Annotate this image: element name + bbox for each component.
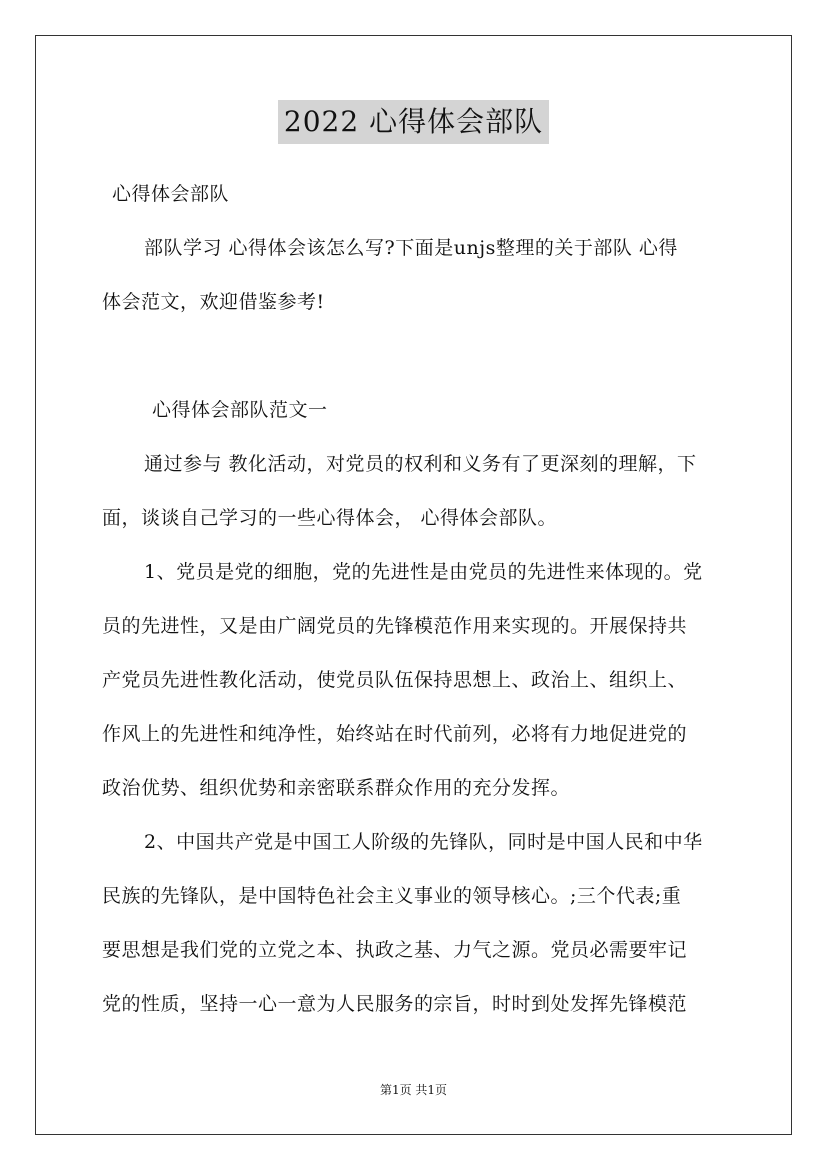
- para2-line-1: 1、党员是党的细胞，党的先进性是由党员的先进性来体现的。党: [144, 561, 703, 583]
- page-footer: 第1页 共1页: [379, 1083, 448, 1097]
- document-title: 2022 心得体会部队: [278, 100, 549, 144]
- para2-line-2: 员的先进性，又是由广阔党员的先锋模范作用来实现的。开展保持共: [102, 615, 688, 637]
- section-heading: 心得体会部队范文一: [152, 399, 328, 421]
- para3-line-4: 党的性质，坚持一心一意为人民服务的宗旨，时时到处发挥先锋模范: [102, 993, 688, 1015]
- para1-line-1: 通过参与 教化活动，对党员的权利和义务有了更深刻的理解，下: [144, 453, 697, 475]
- para3-line-2: 民族的先锋队，是中国特色社会主义事业的领导核心。;三个代表;重: [102, 885, 682, 907]
- para1-line-2: 面，谈谈自己学习的一些心得体会， 心得体会部队。: [102, 507, 558, 529]
- para3-line-1: 2、中国共产党是中国工人阶级的先锋队，同时是中国人民和中华: [144, 831, 703, 853]
- document-subtitle: 心得体会部队: [112, 183, 230, 205]
- para3-line-3: 要思想是我们党的立党之本、执政之基、力气之源。党员必需要牢记: [102, 939, 688, 961]
- intro-line-2: 体会范文，欢迎借鉴参考!: [102, 291, 325, 313]
- document-title-wrapper: [0, 100, 827, 144]
- para2-line-3: 产党员先进性教化活动，使党员队伍保持思想上、政治上、组织上、: [102, 669, 688, 691]
- para2-line-4: 作风上的先进性和纯净性，始终站在时代前列，必将有力地促进党的: [102, 723, 688, 745]
- para2-line-5: 政治优势、组织优势和亲密联系群众作用的充分发挥。: [102, 777, 571, 799]
- intro-line-1: 部队学习 心得体会该怎么写?下面是unjs整理的关于部队 心得: [144, 237, 678, 259]
